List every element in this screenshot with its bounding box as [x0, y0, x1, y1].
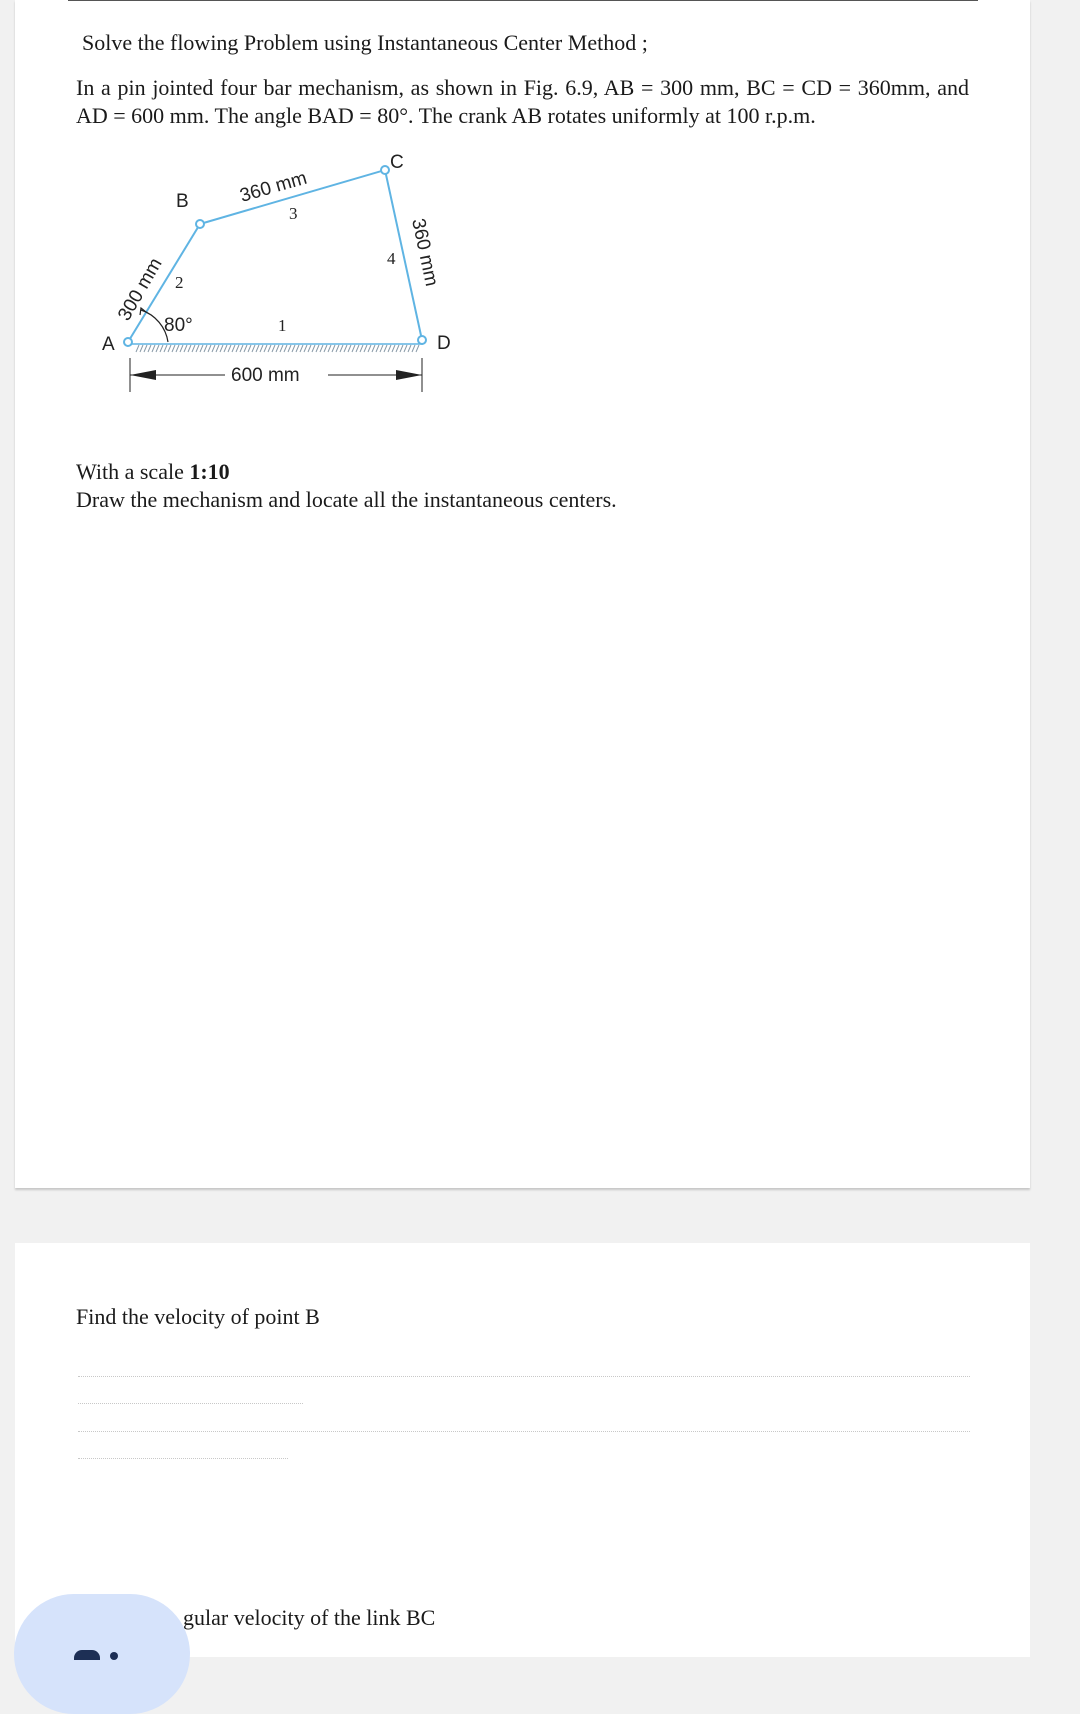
link-number-1: 1: [278, 316, 287, 335]
problem-statement: In a pin jointed four bar mechanism, as shown in Fig. 6.9, AB = 300 mm, BC = CD = 360mm, and AD = 600 mm. The angle BAD = 80°. The crank AB rotates uniformly at 100 r.p.m.: [76, 75, 969, 128]
hatch-mark: [188, 345, 191, 352]
question-title: Solve the flowing Problem using Instantaneous Center Method ;: [82, 30, 648, 55]
dim-cd: 360 mm: [407, 216, 442, 289]
hatch-mark: [416, 345, 419, 352]
hatch-mark: [136, 345, 139, 352]
hatch-mark: [380, 345, 383, 352]
hatch-mark: [332, 345, 335, 352]
hatch-mark: [160, 345, 163, 352]
hatch-mark: [268, 345, 271, 352]
hatch-mark: [356, 345, 359, 352]
hatch-mark: [368, 345, 371, 352]
hatch-mark: [336, 345, 339, 352]
hatch-mark: [320, 345, 323, 352]
hatch-mark: [200, 345, 203, 352]
hatch-mark: [344, 345, 347, 352]
hatch-mark: [288, 345, 291, 352]
hatch-mark: [204, 345, 207, 352]
hatch-mark: [240, 345, 243, 352]
hatch-mark: [296, 345, 299, 352]
hatch-mark: [372, 345, 375, 352]
scale-line: [76, 459, 230, 485]
hatch-mark: [300, 345, 303, 352]
hatch-mark: [236, 345, 239, 352]
joint-b: [196, 220, 204, 228]
hatch-mark: [224, 345, 227, 352]
hatch-mark: [248, 345, 251, 352]
top-divider: [68, 0, 978, 1]
hatch-mark: [396, 345, 399, 352]
hatch-mark: [272, 345, 275, 352]
hatch-mark: [192, 345, 195, 352]
hatch-mark: [264, 345, 267, 352]
label-c: C: [390, 152, 404, 173]
hatch-mark: [308, 345, 311, 352]
hatch-mark: [376, 345, 379, 352]
hatch-mark: [244, 345, 247, 352]
hatch-mark: [260, 345, 263, 352]
hatch-mark: [220, 345, 223, 352]
answer-line-1[interactable]: [78, 1376, 970, 1377]
ground-hatching: [136, 345, 419, 352]
mechanism-figure: [100, 150, 460, 395]
scale-value: 1:10: [189, 459, 230, 484]
joint-c: [381, 166, 389, 174]
hatch-mark: [316, 345, 319, 352]
hatch-mark: [252, 345, 255, 352]
label-b: B: [176, 191, 189, 212]
hatch-mark: [208, 345, 211, 352]
hatch-mark: [180, 345, 183, 352]
hatch-mark: [280, 345, 283, 352]
hatch-mark: [312, 345, 315, 352]
hatch-mark: [360, 345, 363, 352]
question-2-prompt: Find the velocity of point B: [76, 1304, 320, 1329]
hatch-mark: [212, 345, 215, 352]
hatch-mark: [340, 345, 343, 352]
hatch-mark: [388, 345, 391, 352]
hatch-mark: [408, 345, 411, 352]
hatch-mark: [140, 345, 143, 352]
joint-d: [418, 336, 426, 344]
hatch-mark: [172, 345, 175, 352]
hatch-mark: [392, 345, 395, 352]
scale-prefix: With a scale: [76, 459, 190, 484]
dim-ad-arrow-left: [130, 370, 156, 380]
dim-ab: 300 mm: [114, 254, 167, 325]
hatch-mark: [284, 345, 287, 352]
fab-icon: [74, 1650, 100, 1660]
hatch-mark: [324, 345, 327, 352]
answer-line-3[interactable]: [78, 1431, 970, 1432]
hatch-mark: [328, 345, 331, 352]
link-number-3: 3: [289, 204, 298, 223]
hatch-mark: [400, 345, 403, 352]
hatch-mark: [216, 345, 219, 352]
hatch-mark: [304, 345, 307, 352]
answer-line-4[interactable]: [78, 1458, 288, 1459]
hatch-mark: [228, 345, 231, 352]
hatch-mark: [232, 345, 235, 352]
hatch-mark: [256, 345, 259, 352]
link-number-4: 4: [387, 249, 396, 268]
label-d: D: [437, 333, 451, 354]
fab-icon-dot: [110, 1652, 118, 1660]
dim-angle: 80°: [164, 315, 193, 336]
hatch-mark: [364, 345, 367, 352]
label-a: A: [102, 334, 115, 355]
dim-bc: 360 mm: [237, 167, 310, 207]
floating-action-button[interactable]: [14, 1594, 190, 1714]
question-3-prompt: gular velocity of the link BC: [183, 1605, 436, 1630]
hatch-mark: [352, 345, 355, 352]
hatch-mark: [152, 345, 155, 352]
draw-instruction: Draw the mechanism and locate all the instantaneous centers.: [76, 487, 617, 512]
hatch-mark: [384, 345, 387, 352]
question-card-2: [15, 1243, 1030, 1657]
hatch-mark: [404, 345, 407, 352]
joint-a: [124, 338, 132, 346]
hatch-mark: [144, 345, 147, 352]
hatch-mark: [184, 345, 187, 352]
dim-ad: 600 mm: [231, 365, 300, 386]
hatch-mark: [348, 345, 351, 352]
hatch-mark: [156, 345, 159, 352]
hatch-mark: [196, 345, 199, 352]
hatch-mark: [292, 345, 295, 352]
hatch-mark: [168, 345, 171, 352]
hatch-mark: [412, 345, 415, 352]
answer-line-2[interactable]: [78, 1403, 303, 1404]
hatch-mark: [164, 345, 167, 352]
hatch-mark: [176, 345, 179, 352]
link-number-2: 2: [175, 273, 184, 292]
hatch-mark: [148, 345, 151, 352]
dim-ad-arrow-right: [396, 370, 422, 380]
hatch-mark: [276, 345, 279, 352]
